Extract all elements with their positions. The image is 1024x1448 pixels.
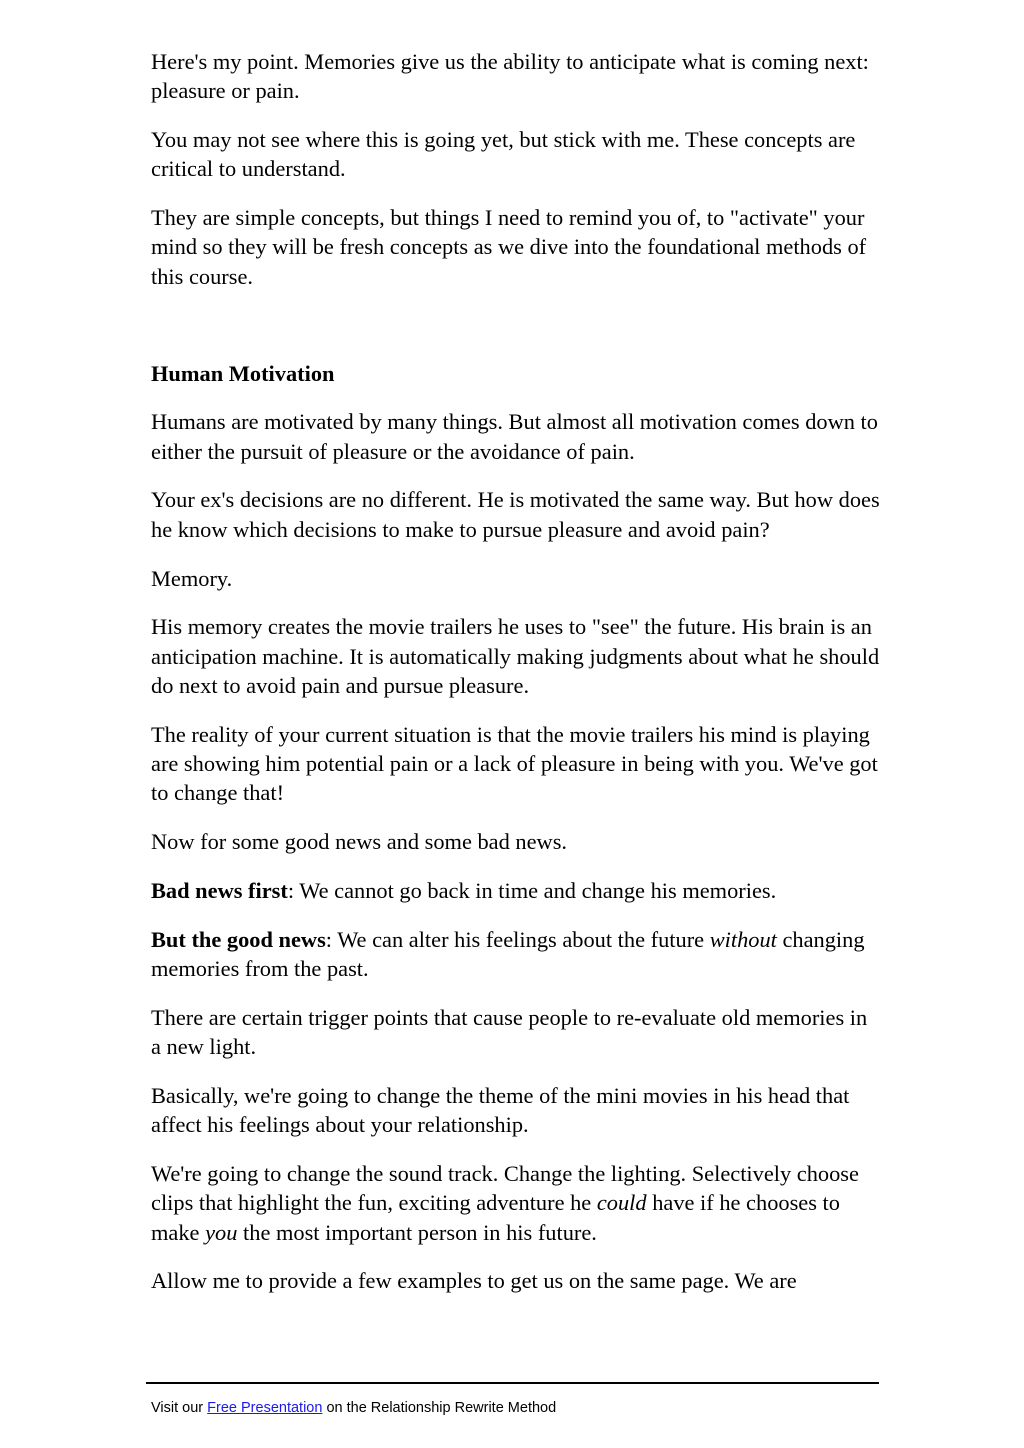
p11-text-a: We're going to change the sound track. Change the lighting. Selectively choose clips that highlight the fun, exciting adventure he: [151, 1161, 859, 1216]
body-paragraph-1: Humans are motivated by many things. But almost all motivation comes down to either the pursuit of pleasure or the avoidance of pain.: [151, 409, 878, 464]
body-paragraph-5: The reality of your current situation is that the movie trailers his mind is playing are showing him potential pain or a lack of pleasure in being with you. We've got to change that!: [151, 721, 878, 806]
body-paragraph-9: There are certain trigger points that cause people to re-evaluate old memories in a new light.: [151, 1004, 868, 1060]
intro-paragraph-1: Here's my point. Memories give us the ability to anticipate what is coming next: pleasure or pain.: [151, 49, 869, 104]
page-content: [151, 47, 881, 1315]
bad-news-label: Bad news first: [151, 877, 288, 903]
footer: [151, 1398, 556, 1418]
section-spacer: [151, 311, 881, 359]
body-paragraph-3: Memory.: [151, 565, 233, 591]
footer-suffix: on the Relationship Rewrite Method: [322, 1400, 557, 1416]
footer-prefix: Visit our: [151, 1400, 208, 1416]
body-paragraph-6: Now for some good news and some bad news.: [151, 829, 568, 855]
p11-text-b: have if he chooses to make: [151, 1190, 840, 1245]
section-heading: Human Motivation: [151, 360, 335, 386]
p11-text-c: the most important person in his future.: [237, 1219, 597, 1245]
intro-paragraph-3: They are simple concepts, but things I need to remind you of, to "activate" your mind so they will be fresh concepts as we dive into the foundational methods of this course.: [151, 205, 867, 289]
free-presentation-link[interactable]: Free Presentation: [207, 1400, 323, 1416]
body-paragraph-10: Basically, we're going to change the theme of the mini movies in his head that affect his feelings about your relationship.: [151, 1082, 850, 1138]
footer-divider: [146, 1382, 879, 1384]
body-paragraph-11: [151, 1159, 881, 1247]
good-news-text-b: changing memories from the past.: [151, 926, 865, 982]
body-paragraph-4: His memory creates the movie trailers he uses to "see" the future. His brain is an anticipation machine. It is automatically making judgments about what he should do next to avoid pain and pursue pleasure.: [151, 614, 880, 698]
good-news-paragraph: [151, 925, 881, 984]
p11-emphasis-you: you: [205, 1219, 238, 1245]
good-news-label: But the good news: [151, 926, 326, 952]
bad-news-text: : We cannot go back in time and change his memories.: [287, 877, 777, 903]
p11-emphasis-could: could: [596, 1190, 647, 1216]
body-paragraph-2: Your ex's decisions are no different. He is motivated the same way. But how does he know which decisions to make to pursue pleasure and avoid pain?: [151, 487, 880, 542]
good-news-emphasis: without: [709, 926, 777, 952]
intro-paragraph-2: You may not see where this is going yet, but stick with me. These concepts are critical to understand.: [151, 127, 856, 182]
bad-news-paragraph: [151, 876, 881, 905]
body-paragraph-12: Allow me to provide a few examples to get us on the same page. We are: [151, 1268, 797, 1294]
good-news-text-a: : We can alter his feelings about the future: [325, 926, 710, 952]
